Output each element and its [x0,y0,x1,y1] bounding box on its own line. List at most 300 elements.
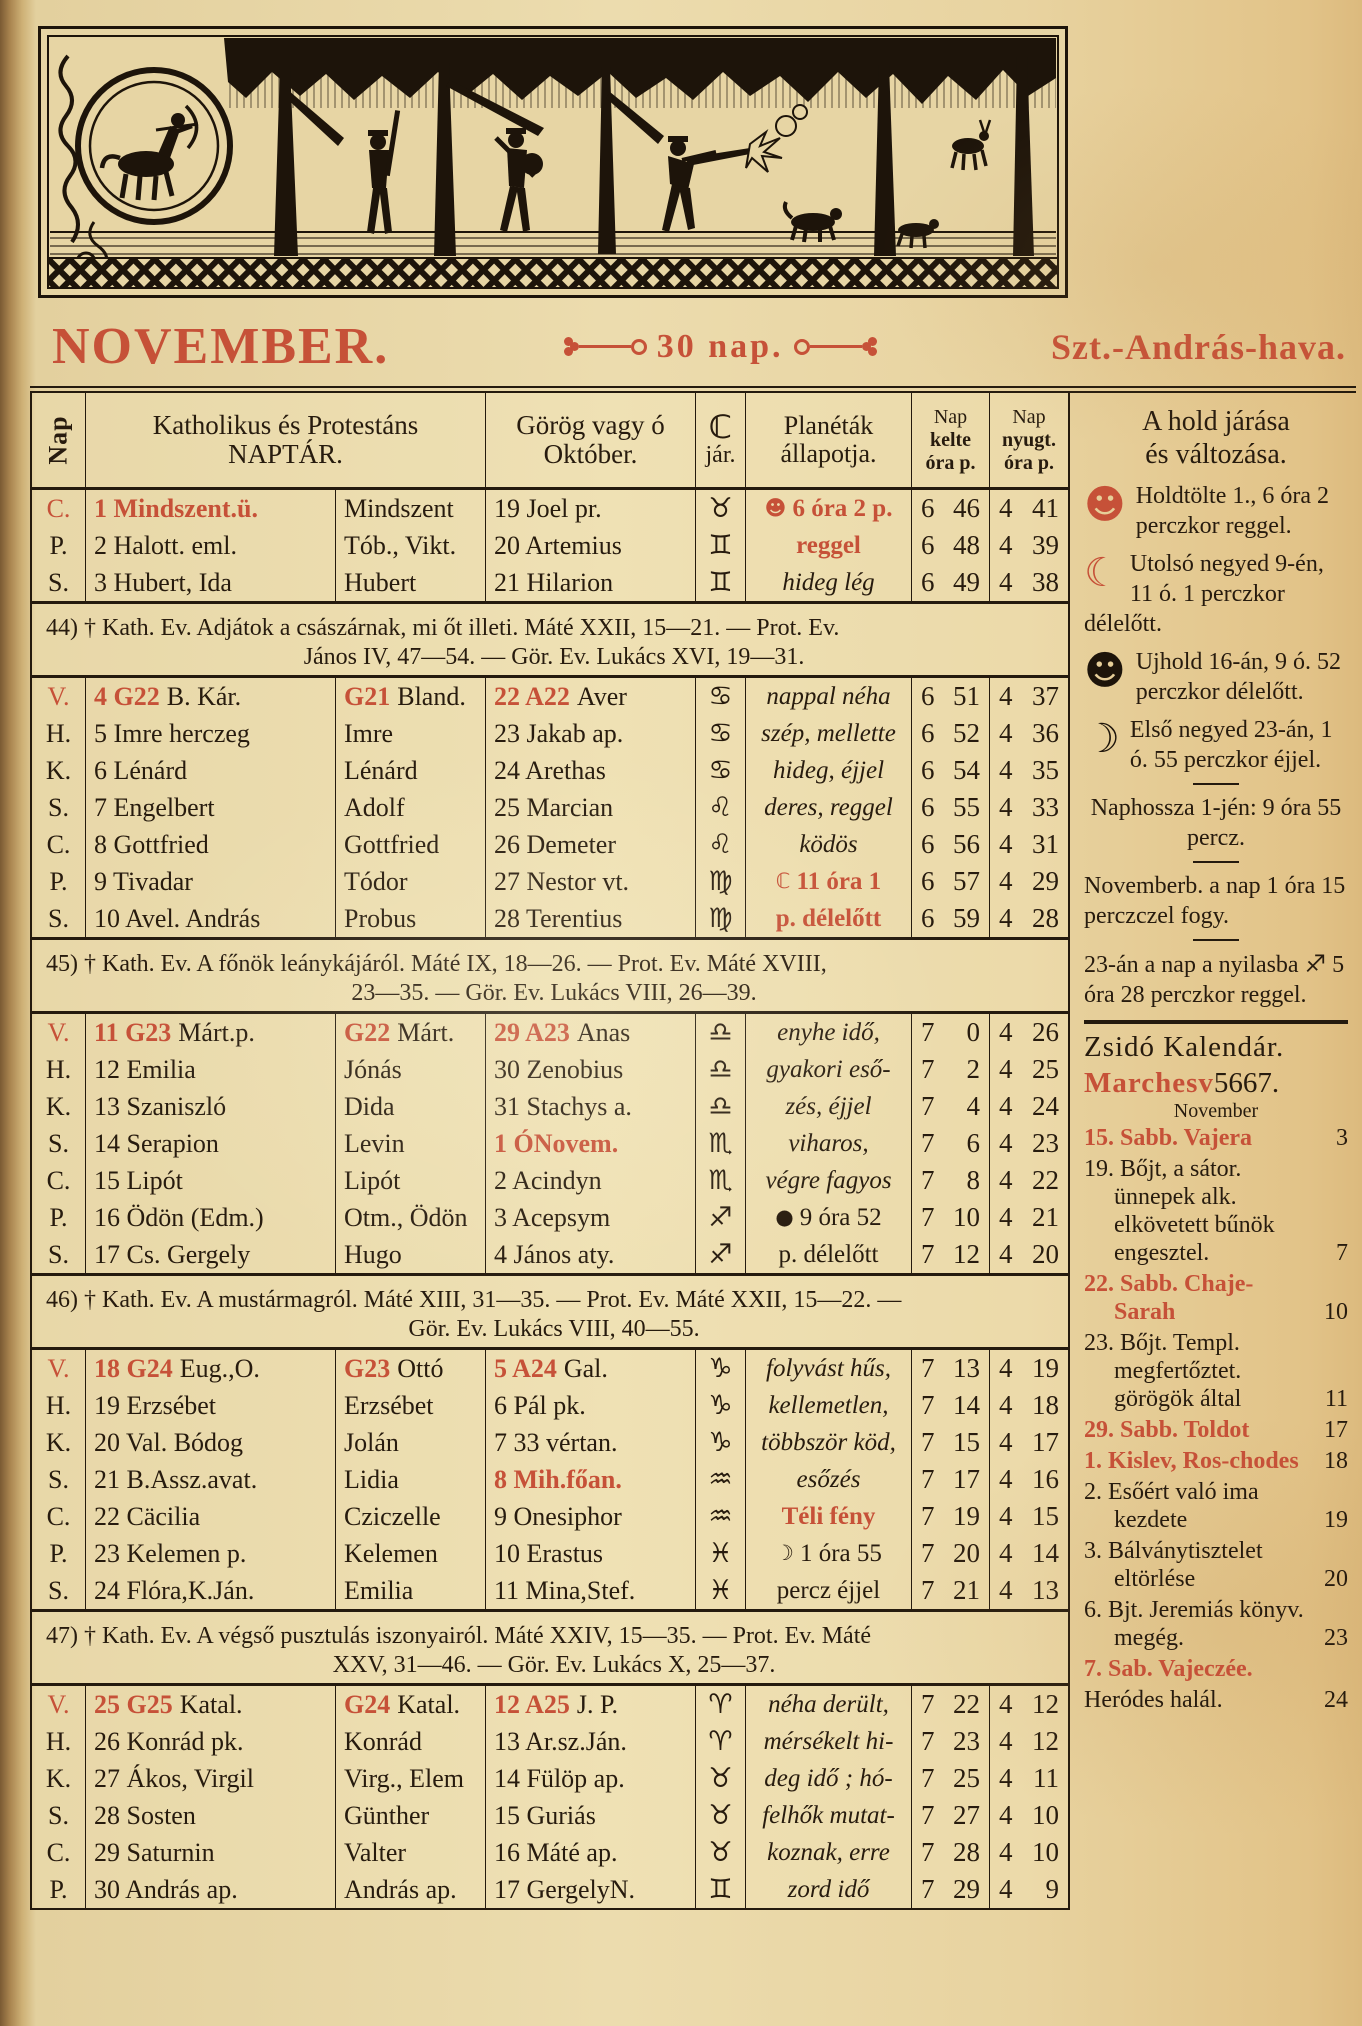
sunset-hour: 4 [999,1202,1013,1232]
greek-feast: 20 Artemius [494,530,622,560]
sunset-hour: 4 [999,1800,1013,1830]
catholic-feast: 5 Imre herczeg [94,718,250,748]
calendar-day-row [32,1236,1068,1273]
protestant-feast: Virg., Elem [344,1763,464,1793]
gospel-note-line1: 44) † Kath. Ev. Adjátok a császárnak, mi őt illeti. Máté XXII, 15—21. — Prot. Ev. [46,615,840,641]
protestant-feast: Imre [344,718,394,748]
catholic-name-cell [86,564,336,601]
sunrise-hour: 7 [921,1763,935,1793]
protestant-name-cell [336,1498,486,1535]
sunrise-hour: 7 [921,1575,935,1605]
protestant-feast: Adolf [344,792,405,822]
sunrise-minute: 57 [953,866,980,896]
sunset-minute: 10 [1032,1837,1059,1867]
weather-text: szép, mellette [761,719,896,747]
day-letter: C. [46,1165,71,1195]
weather-text: végre fagyos [765,1166,892,1194]
jewish-entry-text: 2. Esőért való ima kezdete [1084,1479,1259,1533]
sunrise-minute: 19 [953,1501,980,1531]
weather-text: 6 óra 2 p. [792,494,893,522]
sunrise-hour: 6 [921,567,935,597]
moon-sign-cell [696,678,746,715]
sunset-cell [990,1387,1068,1424]
day-letter-cell [32,1088,86,1125]
day-length-note: Naphossza 1-jén: 9 óra 55 percz. [1090,795,1342,851]
sunrise-minute: 8 [966,1165,980,1195]
gospel-note [32,940,1068,1014]
greek-feast: 30 Zenobius [494,1054,624,1084]
greek-name-cell [486,1199,696,1236]
sunrise-hour: 7 [921,1726,935,1756]
crescent-moon-icon: ℂ [708,408,733,447]
sidebar [1070,393,1356,1910]
moon-sign-cell [696,1797,746,1834]
catholic-feast: 20 Val. Bódog [94,1427,244,1457]
leo-icon: ♌ [708,792,733,823]
libra-icon: ♎ [708,1017,733,1048]
greek-feast-red: 8 Mih.főan. [494,1464,622,1494]
greek-feast: 16 Máté ap. [494,1837,618,1867]
greek-name-cell [486,1834,696,1871]
moon-sign-cell [696,1424,746,1461]
greek-name-cell [486,1236,696,1273]
jewish-calendar-entry [1084,1596,1348,1652]
moon-sign-cell [696,1162,746,1199]
greek-feast: 6 Pál pk. [494,1390,586,1420]
day-letter: V. [47,1017,70,1047]
sunset-cell [990,1125,1068,1162]
day-letter: S. [48,903,69,933]
weather-text: zés, éjjel [785,1092,872,1120]
jewish-entry-text: 6. Bjt. Jeremiás könyv. megég. [1084,1597,1304,1651]
header-greek-line2: Október. [543,439,638,469]
catholic-feast: 6 Lénárd [94,755,188,785]
taurus-icon: ♉ [708,1763,733,1794]
protestant-name-cell [336,1051,486,1088]
greek-name-cell [486,1572,696,1609]
catholic-feast: 29 Saturnin [94,1837,215,1867]
sunrise-hour: 7 [921,1353,935,1383]
protestant-feast: Erzsébet [344,1390,434,1420]
weather-text: nappal néha [766,682,891,710]
sunrise-hour: 7 [921,1165,935,1195]
catholic-feast-red: 1 Mindszent.ü. [94,493,258,523]
sunset-minute: 15 [1032,1501,1059,1531]
greek-feast: 28 Terentius [494,903,623,933]
day-letter-cell [32,1387,86,1424]
sunset-minute: 41 [1032,493,1059,523]
protestant-name-cell [336,900,486,937]
last-quarter-icon: ℂ [775,869,791,893]
weather-text: viharos, [788,1129,869,1157]
protestant-name-cell [336,490,486,527]
sunrise-hour: 7 [921,1874,935,1904]
sunset-minute: 19 [1032,1353,1059,1383]
title-bar [0,303,1362,386]
sunrise-cell [912,1387,990,1424]
sunset-minute: 10 [1032,1800,1059,1830]
gospel-note [32,604,1068,678]
header-moon-course [696,393,746,487]
greek-feast: 31 Stachys a. [494,1091,632,1121]
catholic-feast: 27 Ákos, Virgil [94,1763,254,1793]
sunrise-minute: 22 [953,1689,980,1719]
sunrise-cell [912,715,990,752]
sunrise-cell [912,1051,990,1088]
sunrise-cell [912,1760,990,1797]
sunset-cell [990,1088,1068,1125]
protestant-name-cell [336,1199,486,1236]
day-letter-cell [32,1461,86,1498]
calendar-day-row [32,1686,1068,1723]
table-header [32,393,1068,490]
protestant-name-cell [336,1014,486,1051]
sunrise-hour: 6 [921,792,935,822]
moon-sign-cell [696,1760,746,1797]
greek-name-cell [486,1797,696,1834]
sunrise-minute: 52 [953,718,980,748]
weather-text: mérsékelt hi- [763,1727,894,1755]
greek-name-cell [486,1723,696,1760]
almanac-page [0,26,1362,2026]
header-greek-line1: Görög vagy ó [516,409,665,440]
weather-cell [746,1162,912,1199]
protestant-name-cell [336,527,486,564]
catholic-feast: 14 Serapion [94,1128,219,1158]
weather-text: folyvást hűs, [766,1354,891,1382]
calendar-table [30,393,1070,1910]
catholic-name-cell [86,1572,336,1609]
protestant-feast: Tób., Vikt. [344,530,457,560]
greek-name-cell [486,1686,696,1723]
protestant-feast: Lipót [344,1165,401,1195]
sunrise-cell [912,1125,990,1162]
sunrise-cell [912,863,990,900]
sunset-cell [990,863,1068,900]
sunset-minute: 36 [1032,718,1059,748]
sunrise-cell [912,1424,990,1461]
sunset-hour: 4 [999,1538,1013,1568]
sunrise-minute: 21 [953,1575,980,1605]
weather-text: Téli fény [781,1502,876,1530]
catholic-name-cell [86,826,336,863]
hunting-scene-svg [38,26,1068,298]
catholic-name-cell [86,1834,336,1871]
sunset-hour: 4 [999,681,1013,711]
sunset-cell [990,826,1068,863]
header-sunset: Nap nyugt. óra p. [1002,405,1056,474]
greek-feast: 11 Mina,Stef. [494,1575,636,1605]
day-count: 30 nap. [656,327,784,365]
moon-sign-cell [696,900,746,937]
greek-feast: Gal. [563,1353,608,1383]
hunting-scene-illustration [38,26,1354,303]
day-shrink-note: Novemberb. a nap 1 óra 15 perczczel fogy. [1084,873,1346,929]
calendar-day-row [32,1572,1068,1609]
day-letter: S. [48,1575,69,1605]
sunset-hour: 4 [999,1353,1013,1383]
sunset-hour: 4 [999,1763,1013,1793]
greek-feast: 10 Erastus [494,1538,604,1568]
jewish-entry-day: 11 [1324,1386,1348,1412]
weather-cell [746,1686,912,1723]
ornament-right [794,339,871,355]
protestant-feast: Márt. [397,1017,455,1047]
weather-text: percz éjjel [776,1576,881,1604]
jewish-year: 5667. [1213,1067,1280,1099]
jewish-calendar-entry [1084,1270,1348,1326]
sunset-minute: 13 [1032,1575,1059,1605]
protestant-feast: Günther [344,1800,430,1830]
greek-feast: 19 Joel pr. [494,493,602,523]
calendar-day-row [32,1199,1068,1236]
weather-cell [746,715,912,752]
weather-cell [746,863,912,900]
sunset-hour: 4 [999,493,1013,523]
greek-name-cell [486,678,696,715]
weather-cell [746,1797,912,1834]
protestant-feast-red: G24 [344,1689,391,1719]
jewish-month-year [1084,1068,1348,1098]
protestant-feast: Lénárd [344,755,418,785]
moon-sign-cell [696,490,746,527]
sunset-hour: 4 [999,903,1013,933]
protestant-feast-red: G22 [344,1017,391,1047]
protestant-feast: Bland. [397,681,466,711]
moon-phase-list [1084,481,1348,775]
sunset-cell [990,678,1068,715]
catholic-feast: 26 Konrád pk. [94,1726,244,1756]
calendar-day-row [32,1498,1068,1535]
catholic-name-cell [86,752,336,789]
day-letter: C. [46,829,71,859]
calendar-day-row [32,1051,1068,1088]
gospel-note-line1: 45) † Kath. Ev. A főnök leánykájáról. Máté IX, 18—26. — Prot. Ev. Máté XVIII, [46,951,827,977]
sunset-minute: 31 [1032,829,1059,859]
catholic-feast-red: 18 G24 [94,1353,173,1383]
catholic-name-cell [86,1014,336,1051]
sunrise-cell [912,752,990,789]
sunrise-hour: 7 [921,1427,935,1457]
calendar-day-row [32,1834,1068,1871]
protestant-feast: Hubert [344,567,417,597]
jewish-calendar-entry [1084,1655,1348,1683]
sagittarius-medallion [78,70,230,222]
sunset-hour: 4 [999,1427,1013,1457]
protestant-feast: Ottó [397,1353,444,1383]
catholic-feast: 23 Kelemen p. [94,1538,247,1568]
day-letter-cell [32,863,86,900]
weather-cell [746,1014,912,1051]
protestant-name-cell [336,1387,486,1424]
catholic-feast: Katal. [179,1689,243,1719]
sunset-hour: 4 [999,1874,1013,1904]
sunset-cell [990,1236,1068,1273]
capricorn-icon: ♑ [708,1390,733,1421]
weather-text: enyhe idő, [777,1018,880,1046]
weather-cell [746,678,912,715]
day-letter: S. [48,1239,69,1269]
divider [1193,939,1239,941]
greek-name-cell [486,1088,696,1125]
header-planets-line1: Planéták [783,410,874,440]
sunset-minute: 12 [1032,1726,1059,1756]
catholic-name-cell [86,1461,336,1498]
divider [1193,783,1239,785]
new-moon-icon: ● [775,1205,794,1229]
moon-phase-text: Első negyed 23-án, 1 ó. 55 perczkor éjjel. [1129,717,1333,773]
month-alt-title: Szt.-András-hava. [1050,326,1346,367]
calendar-day-row [32,863,1068,900]
catholic-feast-red: 4 G22 [94,681,160,711]
sunset-hour: 4 [999,1239,1013,1269]
sunset-minute: 17 [1032,1427,1059,1457]
sunset-minute: 12 [1032,1689,1059,1719]
jewish-calendar-entry [1084,1124,1348,1152]
sunset-hour: 4 [999,866,1013,896]
capricorn-icon: ♑ [708,1353,733,1384]
weather-text: koznak, erre [767,1838,890,1866]
sunrise-hour: 7 [921,1501,935,1531]
greek-feast: 2 Acindyn [494,1165,602,1195]
sunset-hour: 4 [999,1165,1013,1195]
sunset-cell [990,564,1068,601]
protestant-feast: Dida [344,1091,395,1121]
calendar-week-block [32,1014,1068,1276]
moon-phase-item [1084,647,1348,707]
sunrise-hour: 6 [921,718,935,748]
catholic-feast: 7 Engelbert [94,792,215,822]
sunrise-minute: 15 [953,1427,980,1457]
moon-sign-cell [696,564,746,601]
greek-name-cell [486,1498,696,1535]
day-letter-cell [32,1350,86,1387]
day-letter: P. [49,1874,68,1904]
greek-name-cell [486,715,696,752]
moon-phase-item [1084,715,1348,775]
catholic-feast: 12 Emilia [94,1054,196,1084]
calendar-day-row [32,1535,1068,1572]
sunrise-minute: 29 [953,1874,980,1904]
day-letter-cell [32,1834,86,1871]
day-letter: S. [48,1800,69,1830]
catholic-feast: 8 Gottfried [94,829,209,859]
catholic-name-cell [86,1686,336,1723]
sunrise-cell [912,490,990,527]
greek-feast: 27 Nestor vt. [494,866,630,896]
sunset-cell [990,1723,1068,1760]
moon-phase-item [1084,549,1348,639]
sunrise-cell [912,1572,990,1609]
sunrise-cell [912,1535,990,1572]
greek-feast: 24 Arethas [494,755,606,785]
sunrise-cell [912,1088,990,1125]
greek-feast: 13 Ar.sz.Ján. [494,1726,627,1756]
catholic-name-cell [86,1387,336,1424]
sunset-minute: 16 [1032,1464,1059,1494]
moon-sign-cell [696,1686,746,1723]
sunset-cell [990,1760,1068,1797]
catholic-feast: Márt.p. [178,1017,255,1047]
sunset-cell [990,1350,1068,1387]
greek-name-cell [486,1125,696,1162]
day-letter-cell [32,1723,86,1760]
virgo-icon: ♍ [708,903,733,934]
jewish-month-label: November [1173,1100,1259,1122]
protestant-name-cell [336,1834,486,1871]
day-letter: V. [47,681,70,711]
sunrise-hour: 7 [921,1128,935,1158]
protestant-name-cell [336,1760,486,1797]
calendar-day-row [32,752,1068,789]
sunrise-minute: 51 [953,681,980,711]
day-letter: K. [45,1091,72,1121]
sunset-hour: 4 [999,1689,1013,1719]
jewish-entry-day: 24 [1324,1687,1348,1713]
moon-sign-cell [696,752,746,789]
jewish-entry-day: 19 [1324,1507,1348,1533]
catholic-name-cell [86,1350,336,1387]
weather-cell [746,1871,912,1908]
catholic-feast: 28 Sosten [94,1800,196,1830]
sunset-cell [990,752,1068,789]
moon-sign-cell [696,527,746,564]
catholic-feast: 17 Cs. Gergely [94,1239,251,1269]
day-letter: S. [48,1464,69,1494]
day-letter: P. [49,530,68,560]
day-letter-cell [32,490,86,527]
moon-sign-cell [696,1199,746,1236]
jewish-entry-day: 23 [1324,1625,1348,1651]
greek-feast: 17 GergelyN. [494,1874,636,1904]
weather-cell [746,1572,912,1609]
day-letter: P. [49,866,68,896]
sunset-cell [990,1572,1068,1609]
sunrise-hour: 6 [921,829,935,859]
taurus-icon: ♉ [708,1837,733,1868]
moon-sign-cell [696,826,746,863]
moon-sign-cell [696,1236,746,1273]
month-title: NOVEMBER. [52,318,390,375]
day-letter: P. [49,1202,68,1232]
moon-sign-cell [696,1014,746,1051]
day-letter-cell [32,527,86,564]
protestant-name-cell [336,826,486,863]
sunset-hour: 4 [999,1091,1013,1121]
sunrise-cell [912,1498,990,1535]
sunrise-minute: 10 [953,1202,980,1232]
greek-name-cell [486,752,696,789]
weather-cell [746,1461,912,1498]
catholic-feast: 22 Cäcilia [94,1501,201,1531]
protestant-name-cell [336,752,486,789]
moon-sign-cell [696,1051,746,1088]
weather-text: 9 óra 52 [799,1203,882,1231]
last-quarter-moon-icon: ☾ [1084,550,1120,596]
sunset-minute: 25 [1032,1054,1059,1084]
calendar-week-block [32,490,1068,604]
moon-sign-cell [696,1461,746,1498]
day-letter: S. [48,567,69,597]
greek-feast: 21 Hilarion [494,567,614,597]
sunrise-minute: 0 [966,1017,980,1047]
sunset-minute: 39 [1032,530,1059,560]
sunrise-minute: 25 [953,1763,980,1793]
sunrise-cell [912,1723,990,1760]
taurus-icon: ♉ [708,493,733,524]
header-catholic-protestant [86,393,486,487]
gospel-note [32,1612,1068,1686]
